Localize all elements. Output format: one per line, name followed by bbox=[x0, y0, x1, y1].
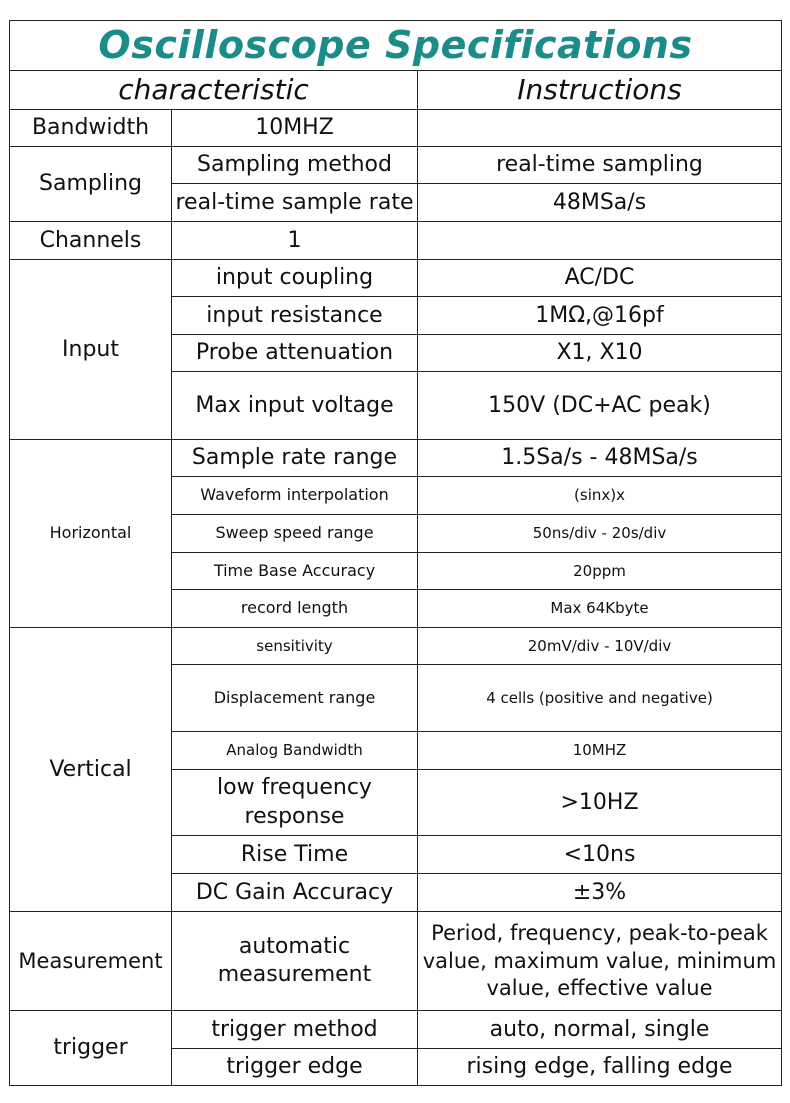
spec-name: Displacement range bbox=[172, 665, 418, 732]
table-row bbox=[10, 1011, 782, 1049]
table-row bbox=[10, 440, 782, 477]
bandwidth-value: 10MHZ bbox=[172, 110, 418, 147]
spec-value: rising edge, falling edge bbox=[418, 1049, 782, 1086]
spec-value: 4 cells (positive and negative) bbox=[418, 665, 782, 732]
empty-cell bbox=[418, 222, 782, 260]
spec-name: low frequency response bbox=[172, 770, 418, 836]
spec-value: 1MΩ,@16pf bbox=[418, 297, 782, 335]
channels-value: 1 bbox=[172, 222, 418, 260]
spec-table bbox=[9, 20, 782, 1086]
header-characteristic: characteristic bbox=[10, 71, 418, 110]
spec-value: 10MHZ bbox=[418, 732, 782, 770]
category-input: Input bbox=[10, 260, 172, 440]
spec-name: real-time sample rate bbox=[172, 184, 418, 222]
category-vertical: Vertical bbox=[10, 628, 172, 912]
spec-name: Waveform interpolation bbox=[172, 477, 418, 515]
spec-name: Sweep speed range bbox=[172, 515, 418, 553]
spec-value: real-time sampling bbox=[418, 147, 782, 184]
category-horizontal: Horizontal bbox=[10, 440, 172, 628]
spec-value: (sinx)x bbox=[418, 477, 782, 515]
spec-value: 50ns/div - 20s/div bbox=[418, 515, 782, 553]
spec-name: Max input voltage bbox=[172, 372, 418, 440]
category-trigger: trigger bbox=[10, 1011, 172, 1086]
category-sampling: Sampling bbox=[10, 147, 172, 222]
spec-name: Rise Time bbox=[172, 836, 418, 874]
table-row bbox=[10, 628, 782, 665]
spec-name: Sample rate range bbox=[172, 440, 418, 477]
spec-name: sensitivity bbox=[172, 628, 418, 665]
table-row bbox=[10, 222, 782, 260]
spec-value: Period, frequency, peak-to-peak value, maximum value, minimum value, effective value bbox=[418, 912, 782, 1011]
spec-value: Max 64Kbyte bbox=[418, 590, 782, 628]
table-row bbox=[10, 260, 782, 297]
header-row bbox=[10, 71, 782, 110]
spec-name: DC Gain Accuracy bbox=[172, 874, 418, 912]
spec-value: auto, normal, single bbox=[418, 1011, 782, 1049]
spec-value: X1, X10 bbox=[418, 335, 782, 372]
table-row bbox=[10, 912, 782, 1011]
spec-name: Probe attenuation bbox=[172, 335, 418, 372]
spec-name: trigger method bbox=[172, 1011, 418, 1049]
category-bandwidth: Bandwidth bbox=[10, 110, 172, 147]
spec-name: automatic measurement bbox=[172, 912, 418, 1011]
spec-value: 1.5Sa/s - 48MSa/s bbox=[418, 440, 782, 477]
spec-value: AC/DC bbox=[418, 260, 782, 297]
table-row bbox=[10, 110, 782, 147]
spec-name: Sampling method bbox=[172, 147, 418, 184]
spec-value: >10HZ bbox=[418, 770, 782, 836]
title-row bbox=[10, 21, 782, 71]
spec-name: Analog Bandwidth bbox=[172, 732, 418, 770]
empty-cell bbox=[418, 110, 782, 147]
spec-value: 150V (DC+AC peak) bbox=[418, 372, 782, 440]
spec-value: 20ppm bbox=[418, 553, 782, 590]
header-instructions: Instructions bbox=[418, 71, 782, 110]
table-row bbox=[10, 147, 782, 184]
spec-value: ±3% bbox=[418, 874, 782, 912]
spec-name: record length bbox=[172, 590, 418, 628]
spec-name: input resistance bbox=[172, 297, 418, 335]
page-title: Oscilloscope Specifications bbox=[10, 21, 782, 71]
spec-value: 48MSa/s bbox=[418, 184, 782, 222]
spec-value: 20mV/div - 10V/div bbox=[418, 628, 782, 665]
spec-value: <10ns bbox=[418, 836, 782, 874]
spec-name: Time Base Accuracy bbox=[172, 553, 418, 590]
category-measurement: Measurement bbox=[10, 912, 172, 1011]
category-channels: Channels bbox=[10, 222, 172, 260]
spec-name: input coupling bbox=[172, 260, 418, 297]
spec-name: trigger edge bbox=[172, 1049, 418, 1086]
